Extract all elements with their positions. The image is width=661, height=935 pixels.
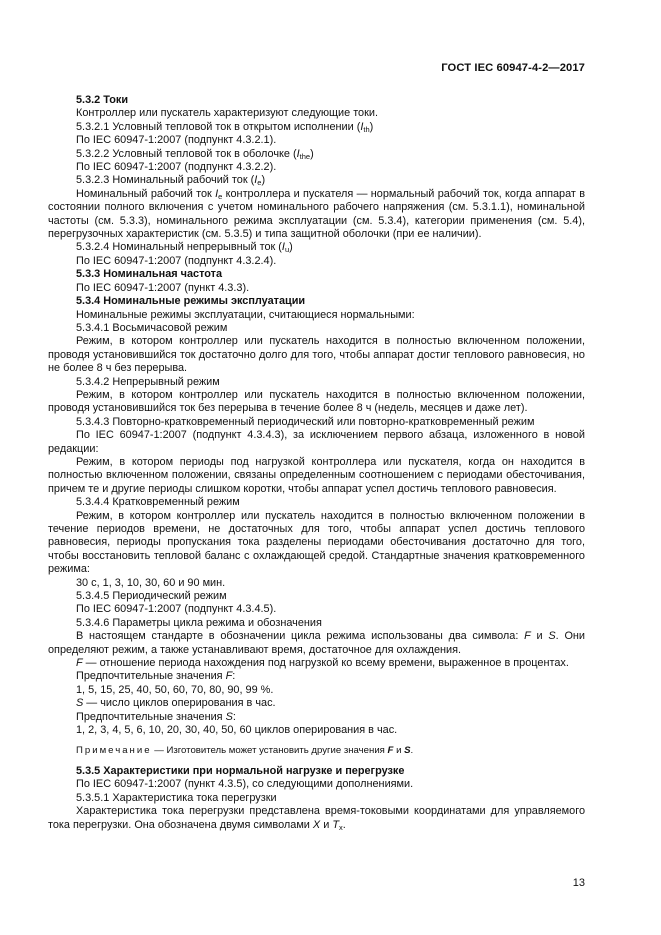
subsection-heading: 5.3.4.3 Повторно-кратковременный периодический или повторно-кратковременный режим	[76, 415, 535, 428]
reference: По IEC 60947-1:2007 (подпункт 4.3.4.5).	[76, 603, 277, 616]
section-heading: 5.3.5 Характеристики при нормальной нагрузке и перегрузке	[76, 764, 405, 777]
subsection-heading: 5.3.2.2 Условный тепловой ток в оболочке $(I_{the})$	[76, 147, 314, 161]
definition-f: F — отношение периода нахождения под нагрузкой ко всему времени, выраженное в процентах.	[76, 657, 569, 670]
paragraph: Режим, в котором контроллер или пускатель находится в полностью включенном положении в течение периодов времени, не достаточных для того, чтобы аппарат успел достичь теплового равновесия, периоды пропускания тока разделены периодами обесточивания достаточно для того, чтобы восстановить тепловой баланс с охлаждающей средой. Стандартные значения кратковременного режима:	[48, 509, 585, 576]
paragraph: Характеристика тока перегрузки представлена время-токовыми координатами для управляемого тока перегрузки. Она обозначена двумя символами X и $T_x$.	[48, 805, 585, 832]
reference: По IEC 60947-1:2007 (пункт 4.3.5), со следующими дополнениями.	[76, 778, 414, 791]
preferred-s-label: Предпочтительные значения S:	[76, 710, 236, 723]
section-heading: 5.3.3 Номинальная частота	[76, 268, 223, 281]
page-number: 13	[572, 877, 585, 889]
section-heading: 5.3.2 Токи	[76, 94, 129, 106]
subsection-heading: 5.3.4.5 Периодический режим	[76, 590, 227, 603]
values-list: 30 с, 1, 3, 10, 30, 60 и 90 мин.	[76, 576, 226, 589]
paragraph: Режим, в котором периоды под нагрузкой контроллера или пускателя, когда он находится в полностью включенном положении, связаны определенным соотношением с периодами обесточивания, причем те и другие периоды слишком коротки, чтобы аппарат успел достичь теплового равновесия.	[48, 455, 585, 495]
spacer	[48, 757, 585, 765]
paragraph: В настоящем стандарте в обозначении цикла режима использованы два символа: F и S. Они определяют режим, а также устанавливают время, достаточное для охлаждения.	[48, 630, 586, 656]
subsection-heading: 5.3.5.1 Характеристика тока перегрузки	[76, 791, 277, 804]
section-heading: 5.3.4 Номинальные режимы эксплуатации	[76, 295, 306, 308]
paragraph: Номинальные режимы эксплуатации, считающиеся нормальными:	[76, 308, 415, 321]
subsection-heading: 5.3.2.3 Номинальный рабочий ток $(I_e)$	[76, 174, 266, 188]
document-body	[48, 94, 585, 832]
reference: По IEC 60947-1:2007 (подпункт 4.3.2.1).	[76, 134, 277, 147]
subsection-heading: 5.3.2.1 Условный тепловой ток в открытом исполнении $(I_{th})$	[76, 120, 374, 134]
paragraph: Режим, в котором контроллер или пускатель находится в полностью включенном положении, проводя установившийся ток без перерыва в течение более 8 ч (недель, месяцев и даже лет).	[48, 388, 585, 415]
note: Примечание — Изготовитель может установить другие значения F и S.	[76, 744, 414, 756]
reference: По IEC 60947-1:2007 (подпункт 4.3.2.2).	[76, 161, 277, 174]
reference: По IEC 60947-1:2007 (подпункт 4.3.4.3), за исключением первого абзаца, изложенного в новой редакции:	[48, 429, 585, 455]
paragraph: Номинальный рабочий ток $I_e$ контроллера и пускателя — нормальный рабочий ток, когда аппарат в состоянии полного включения с учетом номинального рабочего напряжения (см. 5.3.1.1), номинальной частоты (см. 5.3.3), номинального режима эксплуатации (см. 5.3.4), категории применения (см. 5.4), перегрузочных характеристик (см. 5.3.5) и типа защитной оболочки (при ее наличии).	[48, 187, 585, 241]
subsection-heading: 5.3.4.4 Кратковременный режим	[76, 496, 240, 509]
subsection-heading: 5.3.4.1 Восьмичасовой режим	[76, 321, 228, 334]
preferred-s-values: 1, 2, 3, 4, 5, 6, 10, 20, 30, 40, 50, 60 циклов оперирования в час.	[76, 724, 398, 737]
subsection-heading: 5.3.2.4 Номинальный непрерывный ток $(I_u)$	[76, 241, 293, 255]
paragraph: Контроллер или пускатель характеризуют следующие токи.	[76, 107, 378, 120]
definition-s: S — число циклов оперирования в час.	[76, 697, 276, 710]
document-header: ГОСТ IEC 60947-4-2—2017	[441, 62, 585, 74]
preferred-f-values: 1, 5, 15, 25, 40, 50, 60, 70, 80, 90, 99 %.	[76, 683, 274, 696]
reference: По IEC 60947-1:2007 (подпункт 4.3.2.4).	[76, 254, 277, 267]
paragraph: Режим, в котором контроллер или пускатель находится в полностью включенном положении, проводя установившийся ток достаточно долго для того, чтобы аппарат достиг теплового равновесия, но не более 8 ч без перерыва.	[48, 335, 585, 375]
preferred-f-label: Предпочтительные значения F:	[76, 670, 236, 683]
subsection-heading: 5.3.4.2 Непрерывный режим	[76, 375, 220, 388]
subsection-heading: 5.3.4.6 Параметры цикла режима и обозначения	[76, 616, 322, 629]
reference: По IEC 60947-1:2007 (пункт 4.3.3).	[76, 281, 250, 294]
